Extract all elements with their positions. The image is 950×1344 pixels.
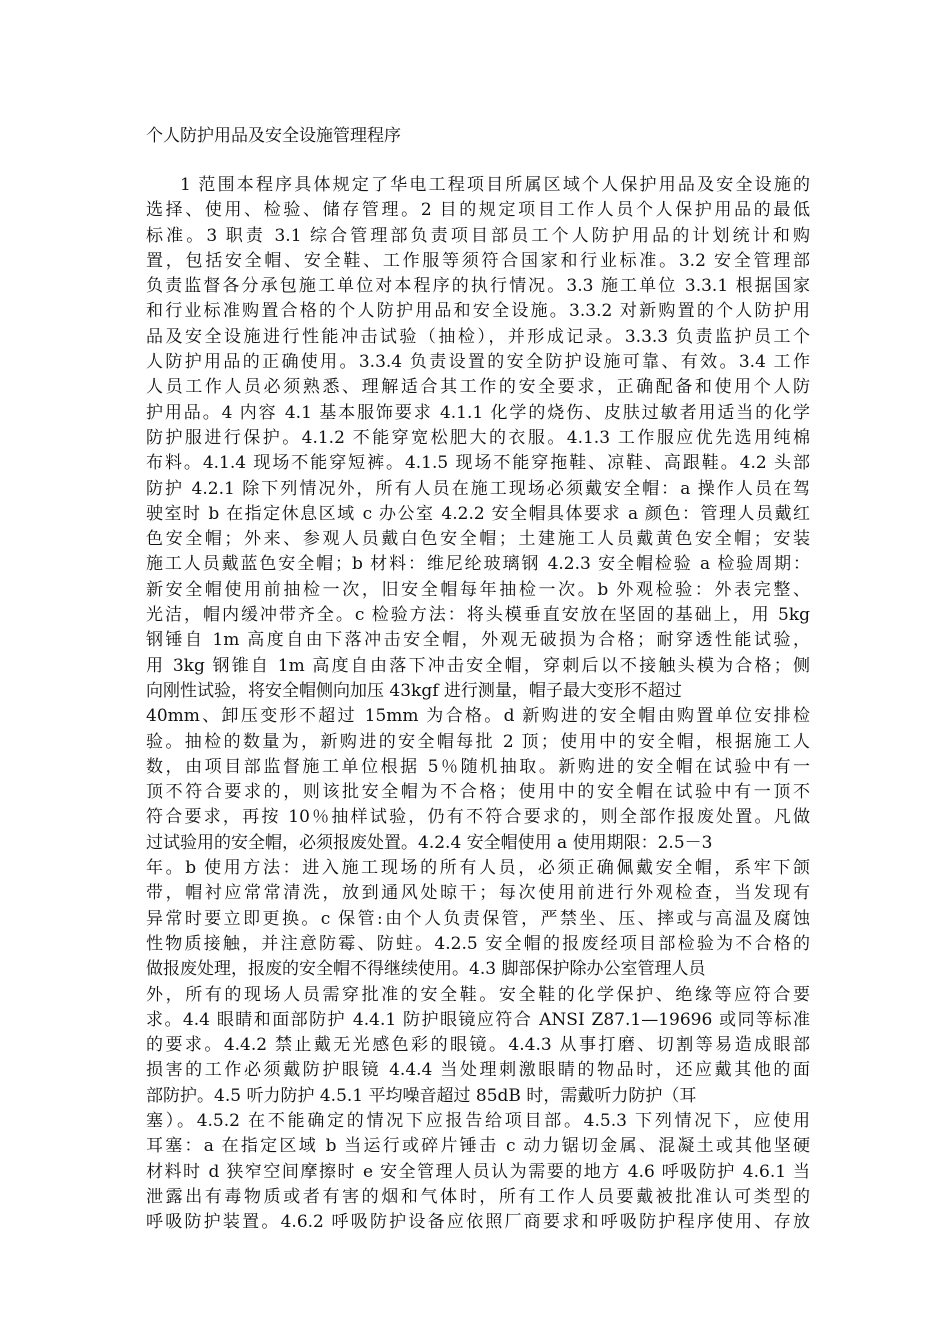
body-line: 部防护。4.5 听力防护 4.5.1 平均噪音超过 85dB 时，需戴听力防护（耳 — [146, 1085, 697, 1106]
body-line: 标准。3 职责 3.1 综合管理部负责项目部员工个人防护用品的计划统计和购 — [146, 225, 810, 246]
body-line: 护用品。4 内容 4.1 基本服饰要求 4.1.1 化学的烧伤、皮肤过敏者用适当的化学 — [146, 402, 810, 423]
body-line: 年。b 使用方法：进入施工现场的所有人员，必须正确佩戴安全帽，系牢下颌 — [146, 858, 810, 879]
body-line: 过试验用的安全帽，必须报废处置。4.2.4 安全帽使用 a 使用期限：2.5－3 — [146, 832, 713, 853]
body-line: 40mm、卸压变形不超过 15mm 为合格。d 新购进的安全帽由购置单位安排检 — [146, 706, 810, 727]
body-line: 人员工作人员必须熟悉、理解适合其工作的安全要求，正确配备和使用个人防 — [146, 377, 810, 398]
body-line: 损害的工作必须戴防护眼镜 4.4.4 当处理刺激眼睛的物品时，还应戴其他的面 — [146, 1060, 810, 1081]
body-line: 耳塞：a 在指定区域 b 当运行或碎片锤击 c 动力锯切金属、混凝土或其他坚硬 — [146, 1136, 810, 1157]
body-line: 呼吸防护装置。4.6.2 呼吸防护设备应依照厂商要求和呼吸防护程序使用、存放 — [146, 1212, 810, 1233]
body-line: 性物质接触，并注意防霉、防蛀。4.2.5 安全帽的报废经项目部检验为不合格的 — [146, 933, 810, 954]
body-line: 做报废处理，报废的安全帽不得继续使用。4.3 脚部保护除办公室管理人员 — [146, 959, 706, 980]
body-line: 材料时 d 狭窄空间摩擦时 e 安全管理人员认为需要的地方 4.6 呼吸防护 4.6.1 当 — [146, 1161, 810, 1182]
body-line: 验。抽检的数量为，新购进的安全帽每批 2 顶；使用中的安全帽，根据施工人 — [146, 731, 810, 752]
body-line: 符合要求，再按 10％抽样试验，仍有不符合要求的，则全部作报废处置。凡做 — [146, 807, 810, 828]
body-line: 品及安全设施进行性能冲击试验（抽检），并形成记录。3.3.3 负责监护员工个 — [146, 326, 810, 347]
body-line: 施工人员戴蓝色安全帽；b 材料：维尼纶玻璃钢 4.2.3 安全帽检验 a 检验周期： — [146, 554, 810, 575]
body-line: 人防护用品的正确使用。3.3.4 负责设置的安全防护设施可靠、有效。3.4 工作 — [146, 352, 810, 373]
body-line: 光洁，帽内缓冲带齐全。c 检验方法：将头模垂直安放在坚固的基础上，用 5kg — [146, 605, 810, 626]
body-line: 防护服进行保护。4.1.2 不能穿宽松肥大的衣服。4.1.3 工作服应优先选用纯棉 — [146, 427, 810, 448]
body-line: 负责监督各分承包施工单位对本程序的执行情况。3.3 施工单位 3.3.1 根据国家 — [146, 276, 810, 297]
body-line: 求。4.4 眼睛和面部防护 4.4.1 防护眼镜应符合 ANSI Z87.1—19696 或同等标准 — [146, 1009, 810, 1030]
body-line: 外，所有的现场人员需穿批准的安全鞋。安全鞋的化学保护、绝缘等应符合要 — [146, 984, 810, 1005]
body-line: 和行业标准购置合格的个人防护用品和安全设施。3.3.2 对新购置的个人防护用 — [146, 301, 810, 322]
body-line: 的要求。4.4.2 禁止戴无光感色彩的眼镜。4.4.3 从事打磨、切割等易造成眼部 — [146, 1035, 810, 1056]
body-line: 塞）。4.5.2 在不能确定的情况下应报告给项目部。4.5.3 下列情况下，应使用 — [146, 1110, 810, 1131]
body-line: 钢锤自 1m 高度自由下落冲击安全帽，外观无破损为合格；耐穿透性能试验， — [146, 630, 810, 651]
document-body — [146, 173, 810, 1235]
body-line: 向刚性试验，将安全帽侧向加压 43kgf 进行测量，帽子最大变形不超过 — [146, 680, 682, 701]
body-line: 异常时要立即更换。c 保管:由个人负责保管，严禁坐、压、摔或与高温及腐蚀 — [146, 908, 810, 929]
body-line: 用 3kg 钢锥自 1m 高度自由落下冲击安全帽，穿刺后以不接触头模为合格；侧 — [146, 655, 810, 676]
body-line: 选择、使用、检验、储存管理。2 目的规定项目工作人员个人保护用品的最低 — [146, 200, 810, 221]
body-line: 顶不符合要求的，则该批安全帽为不合格；使用中的安全帽在试验中有一顶不 — [146, 782, 810, 803]
document-title: 个人防护用品及安全设施管理程序 — [146, 126, 401, 146]
body-line: 带，帽衬应常常清洗，放到通风处晾干；每次使用前进行外观检查，当发现有 — [146, 883, 810, 904]
body-line: 1 范围本程序具体规定了华电工程项目所属区域个人保护用品及安全设施的 — [180, 175, 810, 195]
body-line: 泄露出有毒物质或者有害的烟和气体时，所有工作人员要戴被批准认可类型的 — [146, 1186, 810, 1207]
body-line: 布料。4.1.4 现场不能穿短裤。4.1.5 现场不能穿拖鞋、凉鞋、高跟鞋。4.2 头部 — [146, 453, 810, 474]
body-line: 置，包括安全帽、安全鞋、工作服等须符合国家和行业标准。3.2 安全管理部 — [146, 250, 810, 271]
body-line: 防护 4.2.1 除下列情况外，所有人员在施工现场必须戴安全帽：a 操作人员在驾 — [146, 478, 810, 499]
body-line: 驶室时 b 在指定休息区域 c 办公室 4.2.2 安全帽具体要求 a 颜色：管理人员戴红 — [146, 503, 810, 524]
body-line: 新安全帽使用前抽检一次，旧安全帽每年抽检一次。b 外观检验：外表完整、 — [146, 579, 810, 600]
body-line: 色安全帽；外来、参观人员戴白色安全帽；土建施工人员戴黄色安全帽；安装 — [146, 529, 810, 550]
body-line: 数，由项目部监督施工单位根据 5％随机抽取。新购进的安全帽在试验中有一 — [146, 756, 810, 777]
